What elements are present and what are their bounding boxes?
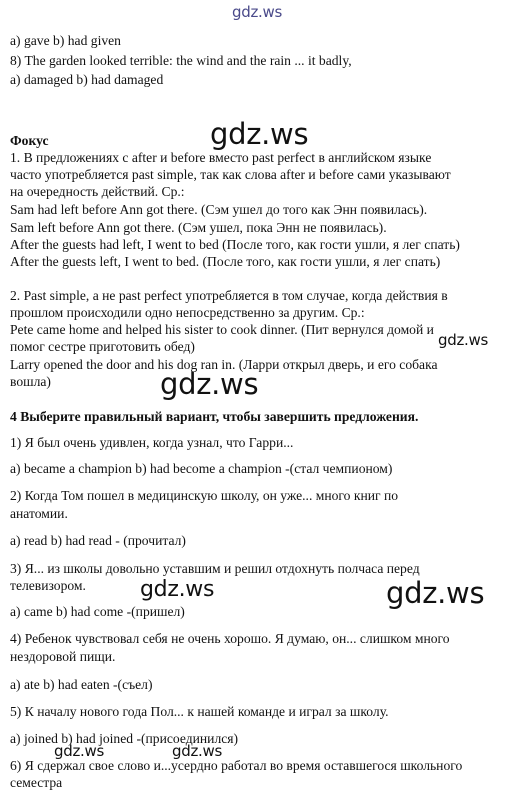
exercise-question: 5) К началу нового года Пол... к нашей команде и играл за школу.: [10, 704, 389, 719]
example-text: вошла): [10, 374, 51, 389]
watermark: gdz.ws: [160, 367, 259, 401]
exercise-question: 2) Когда Том пошел в медицинскую школу, он уже... много книг по: [10, 488, 399, 503]
rule-text: 1. В предложениях с after и before вместо past perfect в английском языке: [10, 150, 432, 165]
watermark: gdz.ws: [54, 742, 104, 760]
example-text: After the guests had left, I went to bed (После того, как гости ушли, я лег спать): [10, 237, 460, 252]
answer-options: a) joined b) had joined -(присоединился): [10, 731, 239, 746]
exercise-question: семестра: [10, 775, 63, 790]
watermark: gdz.ws: [210, 117, 309, 151]
exercise-question: 4) Ребенок чувствовал себя не очень хорошо. Я думаю, он... слишком много: [10, 631, 450, 646]
watermark: gdz.ws: [386, 576, 485, 610]
rule-text: часто употребляется past simple, так как слова after и before сами указывают: [10, 167, 451, 182]
exercise-question: 6) Я сдержал свое слово и...усердно работал во время оставшегося школьного: [10, 758, 463, 773]
example-text: Larry opened the door and his dog ran in. (Ларри открыл дверь, и его собака: [10, 357, 438, 372]
watermark: gdz.ws: [140, 577, 215, 602]
answer-options: a) damaged b) had damaged: [10, 72, 164, 87]
section-heading: Фокус: [10, 133, 49, 148]
exercise-sentence: 8) The garden looked terrible: the wind and the rain ... it badly,: [10, 53, 352, 68]
exercise-question: 3) Я... из школы довольно уставшим и решил отдохнуть полчаса перед: [10, 561, 420, 576]
answer-options: a) gave b) had given: [10, 33, 121, 48]
watermark: gdz.ws: [232, 3, 282, 21]
example-text: помог сестре приготовить обед): [10, 339, 195, 354]
answer-options: a) came b) had come -(пришел): [10, 604, 185, 619]
watermark: gdz.ws: [172, 742, 222, 760]
exercise-question: нездоровой пищи.: [10, 649, 116, 664]
example-text: Sam had left before Ann got there. (Сэм ушел до того как Энн появилась).: [10, 202, 428, 217]
exercise-question: 1) Я был очень удивлен, когда узнал, что Гарри...: [10, 435, 294, 450]
example-text: After the guests left, I went to bed. (После того, как гости ушли, я лег спать): [10, 254, 441, 269]
exercise-heading: 4 Выберите правильный вариант, чтобы завершить предложения.: [10, 409, 419, 424]
answer-options: a) ate b) had eaten -(съел): [10, 677, 153, 692]
watermark: gdz.ws: [438, 331, 488, 349]
rule-text: на очередность действий. Ср.:: [10, 184, 185, 199]
rule-text: прошлом происходили одно непосредственно за другим. Ср.:: [10, 305, 365, 320]
answer-options: a) read b) had read - (прочитал): [10, 533, 186, 548]
answer-options: a) became a champion b) had become a champion -(стал чемпионом): [10, 461, 393, 476]
exercise-question: телевизором.: [10, 578, 86, 593]
exercise-question: анатомии.: [10, 506, 68, 521]
example-text: Pete came home and helped his sister to cook dinner. (Пит вернулся домой и: [10, 322, 434, 337]
rule-text: 2. Past simple, а не past perfect употребляется в том случае, когда действия в: [10, 288, 448, 303]
example-text: Sam left before Ann got there. (Сэм ушел, пока Энн не появилась).: [10, 220, 387, 235]
